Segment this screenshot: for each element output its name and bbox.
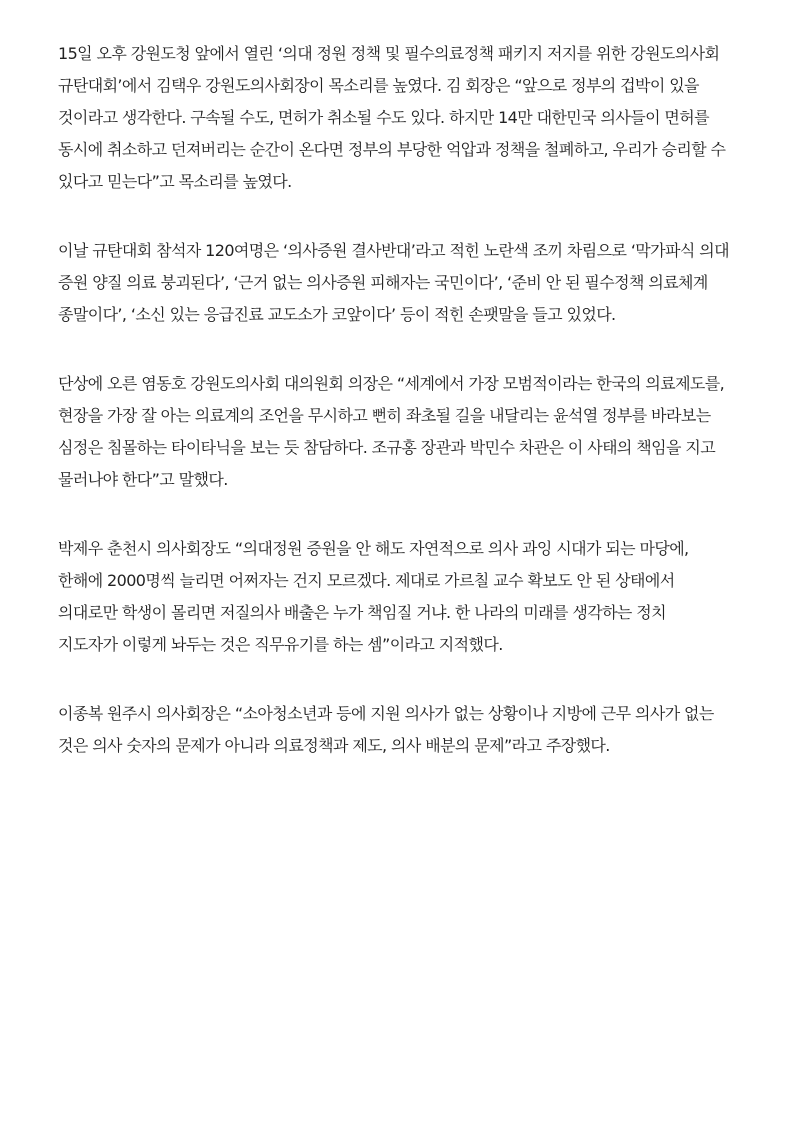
text-line: 것은 의사 숫자의 문제가 아니라 의료정책과 제도, 의사 배분의 문제”라고 주장했다.	[58, 736, 610, 755]
article-body	[58, 38, 748, 799]
text-line: 한해에 2000명씩 늘리면 어쩌자는 건지 모르겠다. 제대로 가르칠 교수 확보도 안 된 상태에서	[58, 571, 675, 590]
text-line: 물러나야 한다”고 말했다.	[58, 470, 228, 489]
text-line: 동시에 취소하고 던져버리는 순간이 온다면 정부의 부당한 억압과 정책을 철폐하고, 우리가 승리할 수	[58, 140, 726, 159]
text-line: 의대로만 학생이 몰리면 저질의사 배출은 누가 책임질 거냐. 한 나라의 미래를 생각하는 정치	[58, 603, 666, 622]
paragraph-participants	[58, 235, 748, 331]
text-line: 것이라고 생각한다. 구속될 수도, 면허가 취소될 수도 있다. 하지만 14만 대한민국 의사들이 면허를	[58, 108, 709, 127]
text-line: 규탄대회’에서 김택우 강원도의사회장이 목소리를 높였다. 김 회장은 “앞으로 정부의 겁박이 있을	[58, 76, 699, 95]
text-line: 심정은 침몰하는 타이타닉을 보는 듯 참담하다. 조규홍 장관과 박민수 차관은 이 사태의 책임을 지고	[58, 438, 716, 457]
paragraph-chairman-remarks	[58, 368, 748, 496]
paragraph-rally-speech	[58, 38, 748, 198]
text-line: 지도자가 이렇게 놔두는 것은 직무유기를 하는 셈”이라고 지적했다.	[58, 635, 503, 654]
text-line: 15일 오후 강원도청 앞에서 열린 ‘의대 정원 정책 및 필수의료정책 패키지 저지를 위한 강원도의사회	[58, 44, 720, 63]
text-line: 종말이다’, ‘소신 있는 응급진료 교도소가 코앞이다’ 등이 적힌 손팻말을 들고 있었다.	[58, 305, 616, 324]
text-line: 이종복 원주시 의사회장은 “소아청소년과 등에 지원 의사가 없는 상황이나 지방에 근무 의사가 없는	[58, 704, 714, 723]
paragraph-wonju-remarks	[58, 698, 748, 762]
text-line: 단상에 오른 염동호 강원도의사회 대의원회 의장은 “세계에서 가장 모범적이라는 한국의 의료제도를,	[58, 374, 725, 393]
text-line: 증원 양질 의료 붕괴된다’, ‘근거 없는 의사증원 피해자는 국민이다’, ‘준비 안 된 필수정책 의료체계	[58, 273, 708, 292]
text-line: 현장을 가장 잘 아는 의료계의 조언을 무시하고 뻔히 좌초될 길을 내달리는 윤석열 정부를 바라보는	[58, 406, 711, 425]
paragraph-chuncheon-remarks	[58, 533, 748, 661]
text-line: 이날 규탄대회 참석자 120여명은 ‘의사증원 결사반대’라고 적힌 노란색 조끼 차림으로 ‘막가파식 의대	[58, 241, 729, 260]
text-line: 박제우 춘천시 의사회장도 “의대정원 증원을 안 해도 자연적으로 의사 과잉 시대가 되는 마당에,	[58, 539, 689, 558]
text-line: 있다고 믿는다”고 목소리를 높였다.	[58, 172, 292, 191]
